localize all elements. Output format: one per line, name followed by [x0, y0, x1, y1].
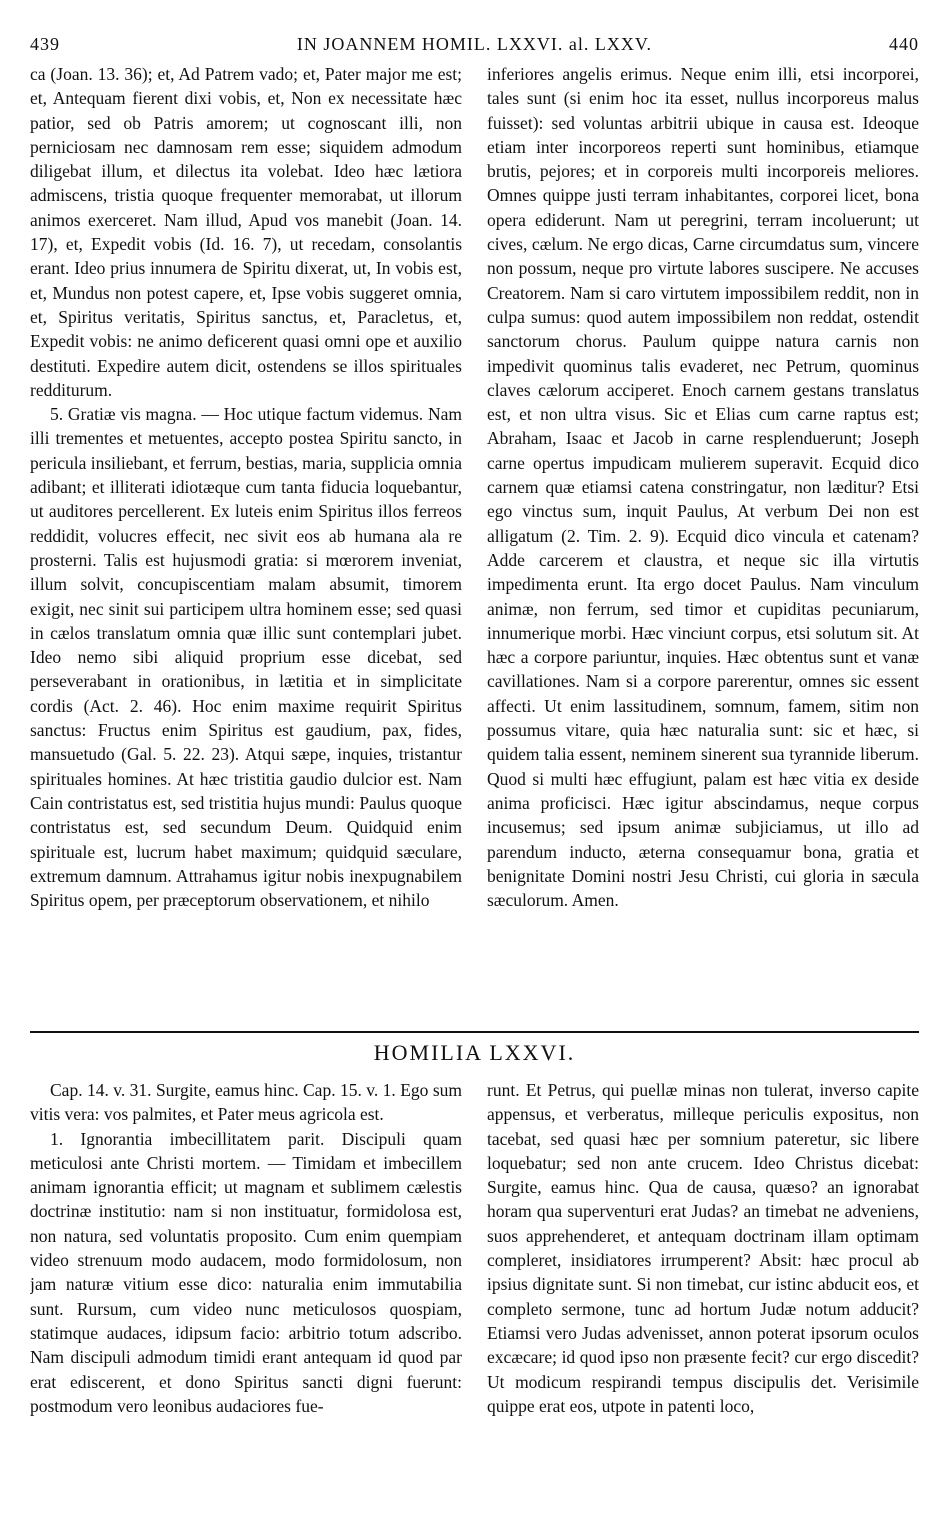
bottom-right-column [487, 1078, 919, 1508]
paragraph: 5. Gratiæ vis magna. — Hoc utique factum videmus. Nam illi trementes et metuentes, accepto postea Spiritu sancto, in pericula insiliebant, et ferrum, bestias, maria, supplicia omnia adibant; et illiterati idiotæque cum tanta fiducia loquebantur, ut auditores percellerent. Ex luteis enim Spiritus illos ferreos reddidit, volucres effecit, nec sivit eos ab humana ala re prosterni. Talis est hujusmodi gratia: si mœrorem inveniat, illum solvit, concupiscentiam malam absumit, timorem exigit, nec sinit sui participem ultra hominem esse; sed quasi in cælos translatum omnia quæ illic sunt contemplari jubet. Ideo nemo sibi aliquid proprium esse dicebat, sed perseverabant in orationibus, in lætitia et in simplicitate cordis (Act. 2. 46). Hoc enim maxime requirit Spiritus sanctus: Fructus enim Spiritus est gaudium, pax, fides, mansuetudo (Gal. 5. 22. 23). Atqui sæpe, inquies, tristantur spirituales homines. At hæc tristitia gaudio dulcior est. Nam Cain contristatus est, sed tristitia hujus mundi: Paulus quoque contristatus est, sed secundum Deum. Quidquid enim spirituale est, lucrum habet maximum; quidquid sæculare, extremum damnum. Attrahamus igitur nobis inexpugnabilem Spiritus opem, per præceptorum observationem, et nihilo [30, 404, 462, 911]
page-number-right: 440 [889, 34, 919, 54]
paragraph: runt. Et Petrus, qui puellæ minas non tulerat, inverso capite appensus, et verberatus, milleque periculis expositus, non tacebat, sed quasi hæc per somnium pateretur, sic libere loquebatur; sed non ante crucem. Ideo Christus dicebat: Surgite, eamus hinc. Qua de causa, quæso? an ignorabat horam qua superventuri erat Judas? an timebat ne adveniens, suos apprehenderet, et antequam doctrinam illam optimam compleret, insidiatores irrumperent? Absit: hæc procul ab ipsius dignitate sunt. Si non timebat, cur istinc abducit eos, et completo sermone, tunc ad hortum Judæ notum adducit? Etiamsi vero Judas advenisset, annon poterat ipsorum oculos excæcare; id quod ipso non præsente fecit? cur ergo discedit? Ut modicum respirandi tempus discipulis det. Verisimile quippe erat eos, utpote in patenti loco, [487, 1080, 919, 1416]
bottom-section [30, 1078, 919, 1508]
page-number-left: 439 [30, 34, 60, 54]
top-right-column [487, 62, 919, 1030]
bottom-left-column [30, 1078, 462, 1508]
top-left-column [30, 62, 462, 1030]
paragraph: inferiores angelis erimus. Neque enim illi, etsi incorporei, tales sunt (si enim hoc ita esset, nullus incorporeus malus fuisset): sed voluntas arbitrii ubique in causa est. Ideoque etiam inter incorporeos reperti sunt hominibus, etiamque brutis, pejores; et in corporeis multi incorporeis meliores. Omnes quippe justi terram inhabitantes, corporei licet, bona opera ediderunt. Nam ut peregrini, terram incoluerunt; ut cives, cælum. Ne ergo dicas, Carne circumdatus sum, vincere non possum, neque pro virtute labores suscipere. Ne accuses Creatorem. Nam si caro virtutem impossibilem reddit, non in culpa sumus: quod autem impossibilem non reddat, ostendit sanctorum chorus. Paulum quippe natura carnis non impedivit quominus talis evaderet, nec Petrum, quominus claves cælorum acciperet. Enoch carnem gestans translatus est, et non ultra visus. Sic et Elias cum carne raptus est; Abraham, Isaac et Jacob in carne resplenduerunt; Joseph carne opertus impudicam mulierem superavit. Ecquid dico carnem quæ etiamsi catena constringatur, non læditur? Etsi ego vinctus sum, inquit Paulus, At verbum Dei non est alligatum (2. Tim. 2. 9). Ecquid dico vincula et catenam? Adde carcerem et claustra, et neque sic illa virtutis impedimenta erunt. Ita ergo docet Paulus. Nam vinculum animæ, non ferrum, sed timor et cupiditas pecuniarum, innumerique morbi. Hæc vinciunt corpus, etsi solutum sit. At hæc a corpore pariuntur, inquies. Hæc obtentus sunt et vanæ cavillationes. Nam si a corpore parerentur, omnes sic essent affecti. Ut enim lassitudinem, somnum, famem, sitim non possumus vitare, quia hæc naturalia sunt: sic et hæc, si quidem talia essent, neminem sinerent sua tyrannide liberum. Quod si multi hæc effugiunt, palam est hæc vitia ex deside anima proficisci. Hæc igitur abscindamus, neque corpus incusemus; sed ipsum animæ subjiciamus, ut illo ad parendum inducto, æterna consequamur bona, gratia et benignitate Domini nostri Jesu Christi, cui gloria in sæcula sæculorum. Amen. [487, 64, 919, 911]
chapter-heading: Cap. 14. v. 31. Surgite, eamus hinc. Cap. 15. v. 1. Ego sum vitis vera: vos palmites, et Pater meus agricola est. [30, 1080, 462, 1125]
running-header [30, 34, 919, 64]
running-title: IN JOANNEM HOMIL. LXXVI. al. LXXV. [296, 34, 653, 54]
paragraph: 1. Ignorantia imbecillitatem parit. Discipuli quam meticulosi ante Christi mortem. — Timidam et imbecillem animam ignorantia efficit; ut magnam et sublimem cælestis doctrinæ institutio: nam si non instituatur, formidolosa est, non natura, sed voluntatis proposito. Cum enim quempiam video strenuum modo audacem, modo formidolosum, non jam naturæ vitium esse dico: naturalia enim immutabilia sunt. Rursum, cum video nunc meticulosos quospiam, statimque audaces, idipsum facio: arbitrio totum adscribo. Nam discipuli admodum timidi erant antequam id quod par erat ediscerent, et dono Spiritus sancti digni fuerunt: postmodum vero leonibus audaciores fue- [30, 1128, 462, 1416]
homily-title: HOMILIA LXXVI. [373, 1040, 576, 1065]
top-section [30, 62, 919, 1030]
paragraph: ca (Joan. 13. 36); et, Ad Patrem vado; et, Pater major me est; et, Antequam fierent dixi vobis, et, Non ex necessitate hæc patior, sed ob Patris amorem; ut cognoscant illi, non perniciosam nec damnosam rem esse; siquidem admodum diligebat illum, et dilectus ita volebat. Ideo hæc lætiora admiscens, tristia quoque frequenter memorabat, ut illorum animos exerceret. Nam illud, Apud vos manebit (Joan. 14. 17), et, Expedit vobis (Id. 16. 7), ut recedam, consolantis erant. Ideo prius innumera de Spiritu dixerat, ut, In vobis est, et, Mundus non potest capere, et, Ipse vobis suggeret omnia, et, Spiritus veritatis, Spiritus sanctus, et, Paracletus, et, Expedit vobis: ne animo deficerent quasi omni ope et auxilio destituti. Expedire autem dicit, ostendens se illos spirituales redditurum. [30, 64, 462, 400]
section-divider [30, 1031, 919, 1033]
